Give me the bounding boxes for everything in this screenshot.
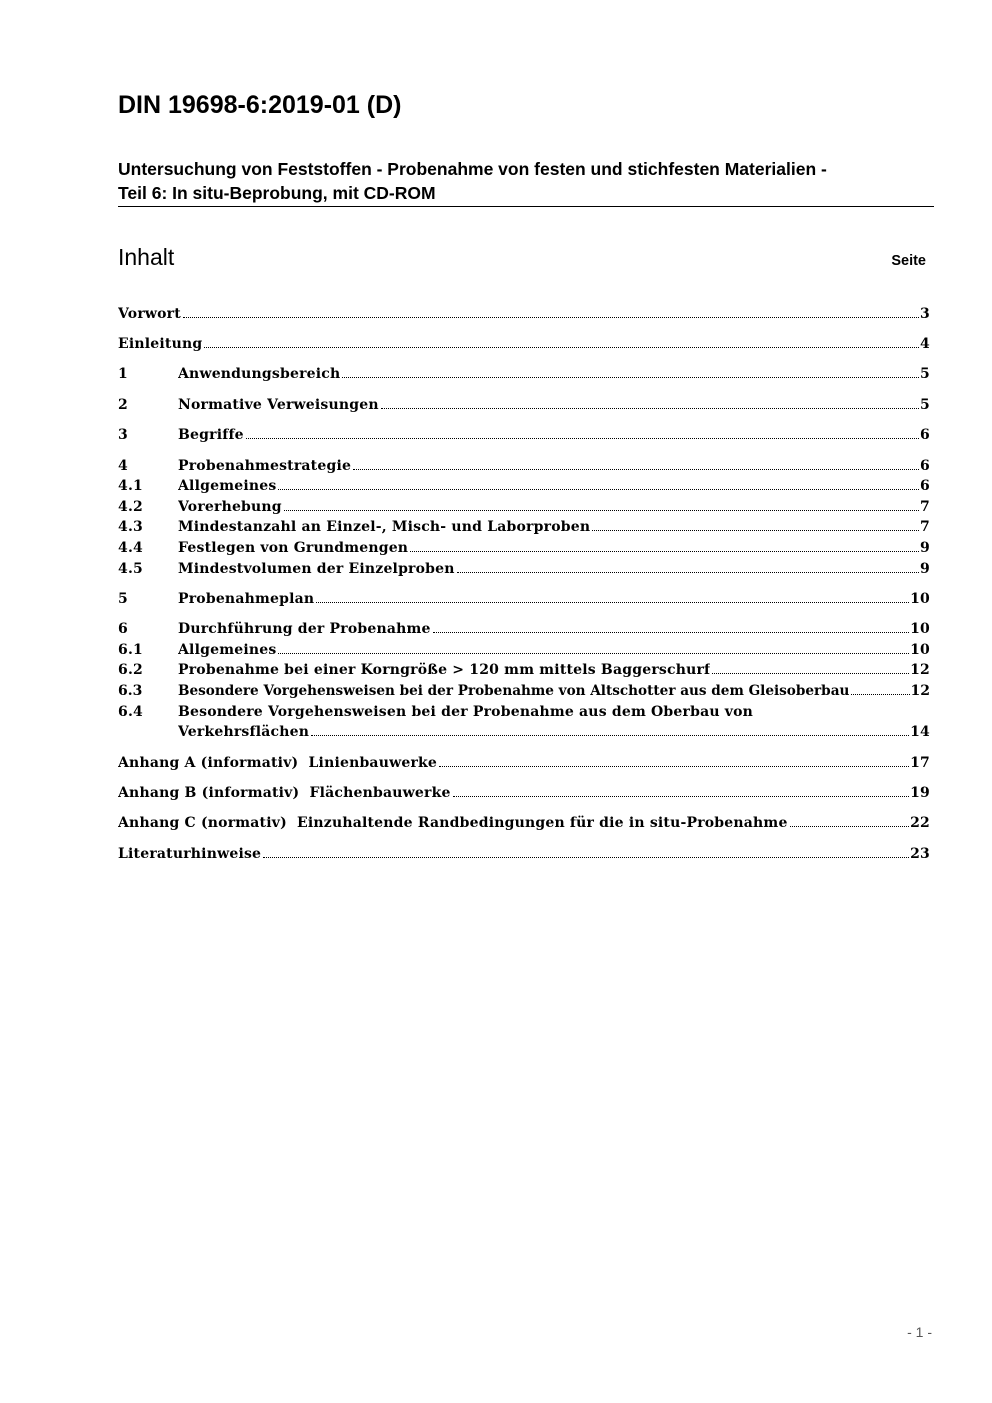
toc-dot-leader xyxy=(410,551,919,552)
toc-entry-page: 6 xyxy=(920,457,930,474)
toc-entry-number: 4 xyxy=(118,457,128,474)
toc-entry-number: 6 xyxy=(118,621,128,638)
toc-page-column-heading: Seite xyxy=(891,253,926,269)
toc-entry-number: 6.1 xyxy=(118,641,143,658)
toc-entry-label[interactable]: Mindestvolumen der Einzelproben xyxy=(178,560,455,577)
toc-entry[interactable] xyxy=(118,841,930,862)
toc-entry-label[interactable]: Besondere Vorgehensweisen bei der Probenahme von Altschotter aus dem Gleisoberbau xyxy=(178,683,850,700)
toc-entry[interactable] xyxy=(118,637,930,658)
toc-entry-label[interactable]: Anhang B (informativ) Flächenbauwerke xyxy=(118,785,451,802)
toc-dot-leader xyxy=(381,408,919,409)
toc-entry-number: 4.3 xyxy=(118,519,143,536)
document-title-line-2: Teil 6: In situ-Beprobung, mit CD-ROM xyxy=(118,183,436,203)
document-id: DIN 19698-6:2019-01 (D) xyxy=(118,91,402,119)
toc-entry[interactable] xyxy=(118,750,930,771)
toc-heading: Inhalt xyxy=(118,244,175,270)
toc-entry[interactable] xyxy=(118,658,930,679)
toc-dot-leader xyxy=(433,632,910,633)
toc-entry-page: 10 xyxy=(910,590,930,607)
toc-entry-page: 6 xyxy=(920,478,930,495)
toc-entry-number: 4.2 xyxy=(118,498,143,515)
toc-entry-label[interactable]: Anwendungsbereich xyxy=(178,366,341,383)
toc-entry-continuation[interactable] xyxy=(118,720,930,741)
toc-entry-label-continuation[interactable]: Verkehrsflächen xyxy=(178,724,310,741)
toc-entry-label[interactable]: Mindestanzahl an Einzel-, Misch- und Laborproben xyxy=(178,519,591,536)
toc-entry-label[interactable]: Probenahmeplan xyxy=(178,590,315,607)
toc-entry-label[interactable]: Festlegen von Grundmengen xyxy=(178,539,409,556)
toc-entry[interactable] xyxy=(118,453,930,474)
toc-entry[interactable] xyxy=(118,423,930,444)
toc-entry-page: 5 xyxy=(920,366,930,383)
toc-entry[interactable] xyxy=(118,678,930,699)
toc-entry-page: 10 xyxy=(910,621,930,638)
toc-entry[interactable] xyxy=(118,301,930,322)
toc-entry-label[interactable]: Einleitung xyxy=(118,335,203,352)
toc-entry-number: 6.4 xyxy=(118,703,143,720)
toc-entry[interactable] xyxy=(118,474,930,495)
toc-entry-number: 2 xyxy=(118,396,128,413)
toc-entry-label[interactable]: Normative Verweisungen xyxy=(178,396,379,413)
toc-dot-leader xyxy=(284,510,919,511)
toc-dot-leader xyxy=(353,469,919,470)
toc-entry[interactable] xyxy=(118,535,930,556)
toc-entry-label[interactable]: Probenahmestrategie xyxy=(178,457,352,474)
toc-entry[interactable] xyxy=(118,331,930,352)
toc-entry-label[interactable]: Vorwort xyxy=(118,305,181,322)
toc-entry[interactable] xyxy=(118,362,930,383)
toc-entry-page: 22 xyxy=(910,815,930,832)
toc-entry-page: 14 xyxy=(910,724,930,741)
toc-entry-label[interactable]: Begriffe xyxy=(178,427,244,444)
toc-entry-page: 23 xyxy=(910,845,930,862)
toc-dot-leader xyxy=(246,438,919,439)
toc-dot-leader xyxy=(457,572,919,573)
toc-entry-label[interactable]: Allgemeines xyxy=(178,641,277,658)
toc-entry[interactable] xyxy=(118,586,930,607)
toc-entry[interactable] xyxy=(118,515,930,536)
toc-heading-row xyxy=(118,244,926,271)
toc-entry-page: 6 xyxy=(920,427,930,444)
toc-entry-label[interactable]: Probenahme bei einer Korngröße > 120 mm mittels Baggerschurf xyxy=(178,662,711,679)
toc-dot-leader xyxy=(204,347,919,348)
toc-entry-page: 4 xyxy=(920,335,930,352)
toc-entry-page: 19 xyxy=(910,785,930,802)
toc-entry-page: 9 xyxy=(920,560,930,577)
document-header xyxy=(118,88,934,122)
toc-entry-label[interactable]: Anhang C (normativ) Einzuhaltende Randbedingungen für die in situ-Probenahme xyxy=(118,815,788,832)
toc-dot-leader xyxy=(278,489,919,490)
toc-dot-leader xyxy=(790,826,910,827)
toc-entry-page: 12 xyxy=(910,662,930,679)
toc-entry-label[interactable]: Anhang A (informativ) Linienbauwerke xyxy=(118,754,438,771)
toc-entry-page: 17 xyxy=(910,754,930,771)
toc-dot-leader xyxy=(712,673,909,674)
toc-entry-label[interactable]: Literaturhinweise xyxy=(118,845,262,862)
toc-entry-page: 7 xyxy=(920,519,930,536)
table-of-contents xyxy=(118,301,930,862)
document-title xyxy=(118,157,934,207)
toc-entry[interactable] xyxy=(118,811,930,832)
toc-entry-page: 9 xyxy=(920,539,930,556)
toc-entry-page: 7 xyxy=(920,498,930,515)
toc-entry-label[interactable]: Vorerhebung xyxy=(178,498,282,515)
toc-entry-label[interactable]: Allgemeines xyxy=(178,478,277,495)
toc-entry-label[interactable]: Durchführung der Probenahme xyxy=(178,621,431,638)
toc-dot-leader xyxy=(263,857,909,858)
toc-entry-number: 4.1 xyxy=(118,478,143,495)
toc-entry[interactable] xyxy=(118,494,930,515)
toc-dot-leader xyxy=(439,766,909,767)
toc-dot-leader xyxy=(311,735,909,736)
toc-entry-page: 12 xyxy=(910,683,930,700)
toc-entry-number: 5 xyxy=(118,590,128,607)
toc-entry-label[interactable]: Besondere Vorgehensweisen bei der Probenahme aus dem Oberbau von xyxy=(178,703,754,720)
toc-entry-number: 6.2 xyxy=(118,662,143,679)
toc-entry[interactable] xyxy=(118,699,930,720)
toc-dot-leader xyxy=(342,377,919,378)
toc-dot-leader xyxy=(278,653,909,654)
toc-entry-number: 3 xyxy=(118,427,128,444)
toc-dot-leader xyxy=(851,694,909,695)
toc-entry[interactable] xyxy=(118,617,930,638)
toc-entry[interactable] xyxy=(118,780,930,801)
page-number: - 1 - xyxy=(907,1324,932,1340)
toc-entry-page: 3 xyxy=(920,305,930,322)
toc-entry-page: 10 xyxy=(910,641,930,658)
toc-entry[interactable] xyxy=(118,392,930,413)
toc-entry-number: 1 xyxy=(118,366,128,383)
toc-dot-leader xyxy=(592,530,919,531)
toc-entry-page: 5 xyxy=(920,396,930,413)
toc-entry[interactable] xyxy=(118,556,930,577)
toc-dot-leader xyxy=(183,317,919,318)
toc-dot-leader xyxy=(316,602,909,603)
toc-entry-number: 6.3 xyxy=(118,683,143,700)
toc-entry-number: 4.5 xyxy=(118,560,143,577)
toc-entry-number: 4.4 xyxy=(118,539,143,556)
document-title-line-1: Untersuchung von Feststoffen - Probenahme von festen und stichfesten Materialien - xyxy=(118,159,827,179)
toc-dot-leader xyxy=(453,796,910,797)
